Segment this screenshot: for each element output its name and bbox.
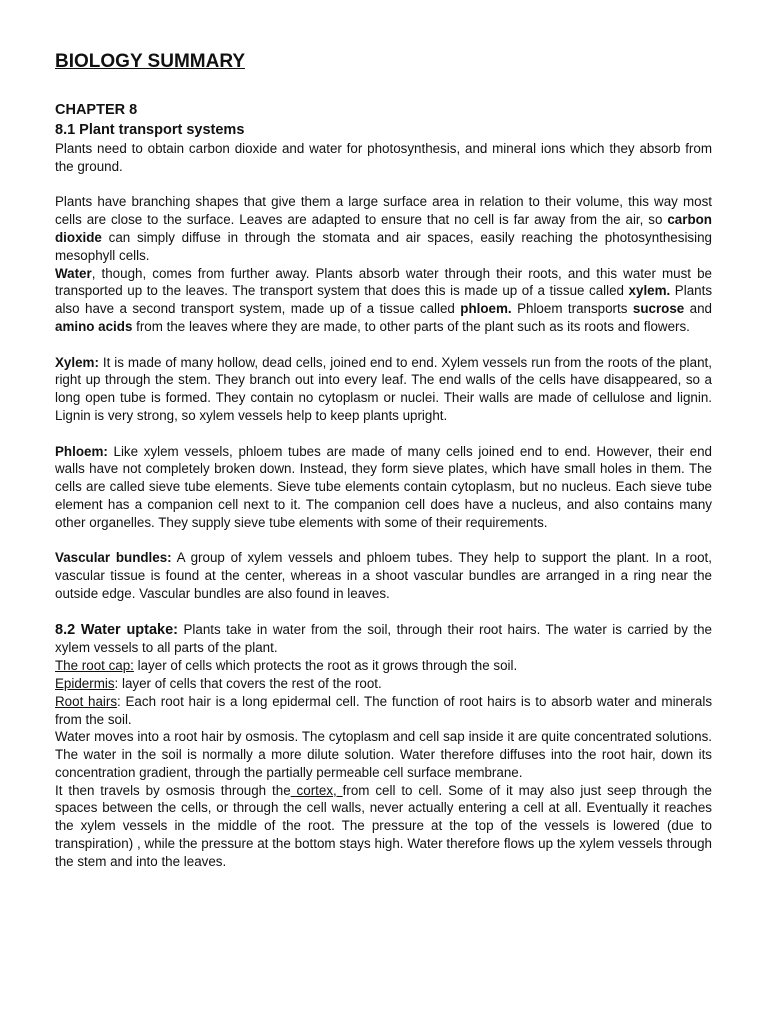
term-epidermis: Epidermis xyxy=(55,675,115,691)
paragraph-water-uptake xyxy=(55,621,712,658)
paragraph-surface-area xyxy=(55,193,712,264)
paragraph-water-transport xyxy=(55,265,712,336)
page-title: BIOLOGY SUMMARY xyxy=(55,51,246,72)
section-heading-8-1: 8.1 Plant transport systems xyxy=(55,122,245,138)
spacer xyxy=(55,603,712,621)
spacer xyxy=(55,336,712,354)
term-xylem-label: Xylem: xyxy=(55,354,99,370)
paragraph-root-cap xyxy=(55,657,712,675)
text-run: layer of cells which protects the root as it grows through the soil. xyxy=(133,658,518,674)
section-heading-8-2: 8.2 Water uptake: xyxy=(55,621,179,638)
text-run: from the leaves where they are made, to other parts of the plant such as its roots and flowers. xyxy=(132,318,690,334)
text-run: from cell to cell. Some of it may also just seep through the spaces between the cells, or through the cell walls, never actually entering a cell at all. Eventually it reaches the xylem vessels in the middle of the root. The pressure at the top of the vessels is lowered (due to transpiration) , while the pressure at the bottom stays high. Water therefore flows up the xylem vessels through the stem and into the leaves. xyxy=(55,782,712,869)
term-root-cap: The root cap: xyxy=(55,658,134,674)
text-run: Plants have branching shapes that give them a large surface area in relation to their volume, this way most cells are close to the surface. Leaves are adapted to ensure that no cell is far away from the air, so xyxy=(55,194,712,228)
paragraph-epidermis xyxy=(55,675,712,693)
paragraph-vascular-bundles xyxy=(55,549,712,602)
spacer xyxy=(55,176,712,194)
text-run: , though, comes from further away. Plants absorb water through their roots, and this water must be transported up to the leaves. The transport system that does this is made up of a tissue called xyxy=(55,265,712,299)
term-xylem: xylem. xyxy=(628,283,671,299)
chapter-heading: CHAPTER 8 xyxy=(55,102,138,118)
spacer xyxy=(55,532,712,550)
text-run: can simply diffuse in through the stomata and air spaces, easily reaching the photosynthesising mesophyll cells. xyxy=(55,229,712,263)
text-run: A group of xylem vessels and phloem tubes. They help to support the plant. In a root, vascular tissue is found at the center, whereas in a shoot vascular bundles are arranged in a ring near the outside edge. Vascular bundles are also found in leaves. xyxy=(55,550,712,601)
text-run: : Each root hair is a long epidermal cell. The function of root hairs is to absorb water and minerals from the soil. xyxy=(55,693,713,727)
paragraph-intro: Plants need to obtain carbon dioxide and water for photosynthesis, and mineral ions which they absorb from the ground. xyxy=(55,141,712,174)
paragraph-osmosis: Water moves into a root hair by osmosis. The cytoplasm and cell sap inside it are quite concentrated solutions. The water in the soil is normally a more dilute solution. Water therefore diffuses into the root hair, down its concentration gradient, through the partially permeable cell surface membrane. xyxy=(55,729,712,780)
text-run: and xyxy=(684,301,713,317)
term-amino-acids: amino acids xyxy=(55,318,133,334)
paragraph-cortex xyxy=(55,782,712,871)
term-phloem-label: Phloem: xyxy=(55,443,108,459)
term-root-hairs: Root hairs xyxy=(55,693,118,709)
text-run: It then travels by osmosis through the xyxy=(55,782,291,798)
paragraph-root-hairs xyxy=(55,693,712,729)
text-run: It is made of many hollow, dead cells, joined end to end. Xylem vessels run from the roots of the plant, right up through the stem. They branch out into every leaf. The end walls of the cells have disappeared, so a long open tube is formed. They contain no cytoplasm or nuclei. Their walls are made of cellulose and lignin. Lignin is very strong, so xylem vessels help to keep plants upright. xyxy=(55,354,712,423)
term-vascular-bundles-label: Vascular bundles: xyxy=(55,550,172,566)
term-sucrose: sucrose xyxy=(632,301,685,317)
term-phloem: phloem. xyxy=(460,301,512,317)
spacer xyxy=(55,425,712,443)
text-run: Like xylem vessels, phloem tubes are made of many cells joined end to end. However, their end walls have not completely broken down. Instead, they form sieve plates, which have small holes in them. The cells are called sieve tube elements. Sieve tube elements contain cytoplasm, but no nucleus. Each sieve tube element has a companion cell next to it. The companion cell does have a nucleus, and also contains many other organelles. They supply sieve tube elements with some of their requirements. xyxy=(55,443,712,530)
text-run: Plants also have a second transport system, made up of a tissue called xyxy=(55,283,713,317)
text-run: Plants take in water from the soil, through their root hairs. The water is carried by the xylem vessels to all parts of the plant. xyxy=(55,621,712,656)
paragraph-phloem xyxy=(55,443,712,532)
term-carbon-dioxide: carbon dioxide xyxy=(55,212,712,245)
term-cortex: cortex, xyxy=(290,782,343,798)
paragraph-xylem xyxy=(55,354,712,425)
term-water: Water xyxy=(55,265,92,281)
text-run: Phloem transports xyxy=(511,301,633,317)
text-run: : layer of cells that covers the rest of the root. xyxy=(114,675,382,691)
